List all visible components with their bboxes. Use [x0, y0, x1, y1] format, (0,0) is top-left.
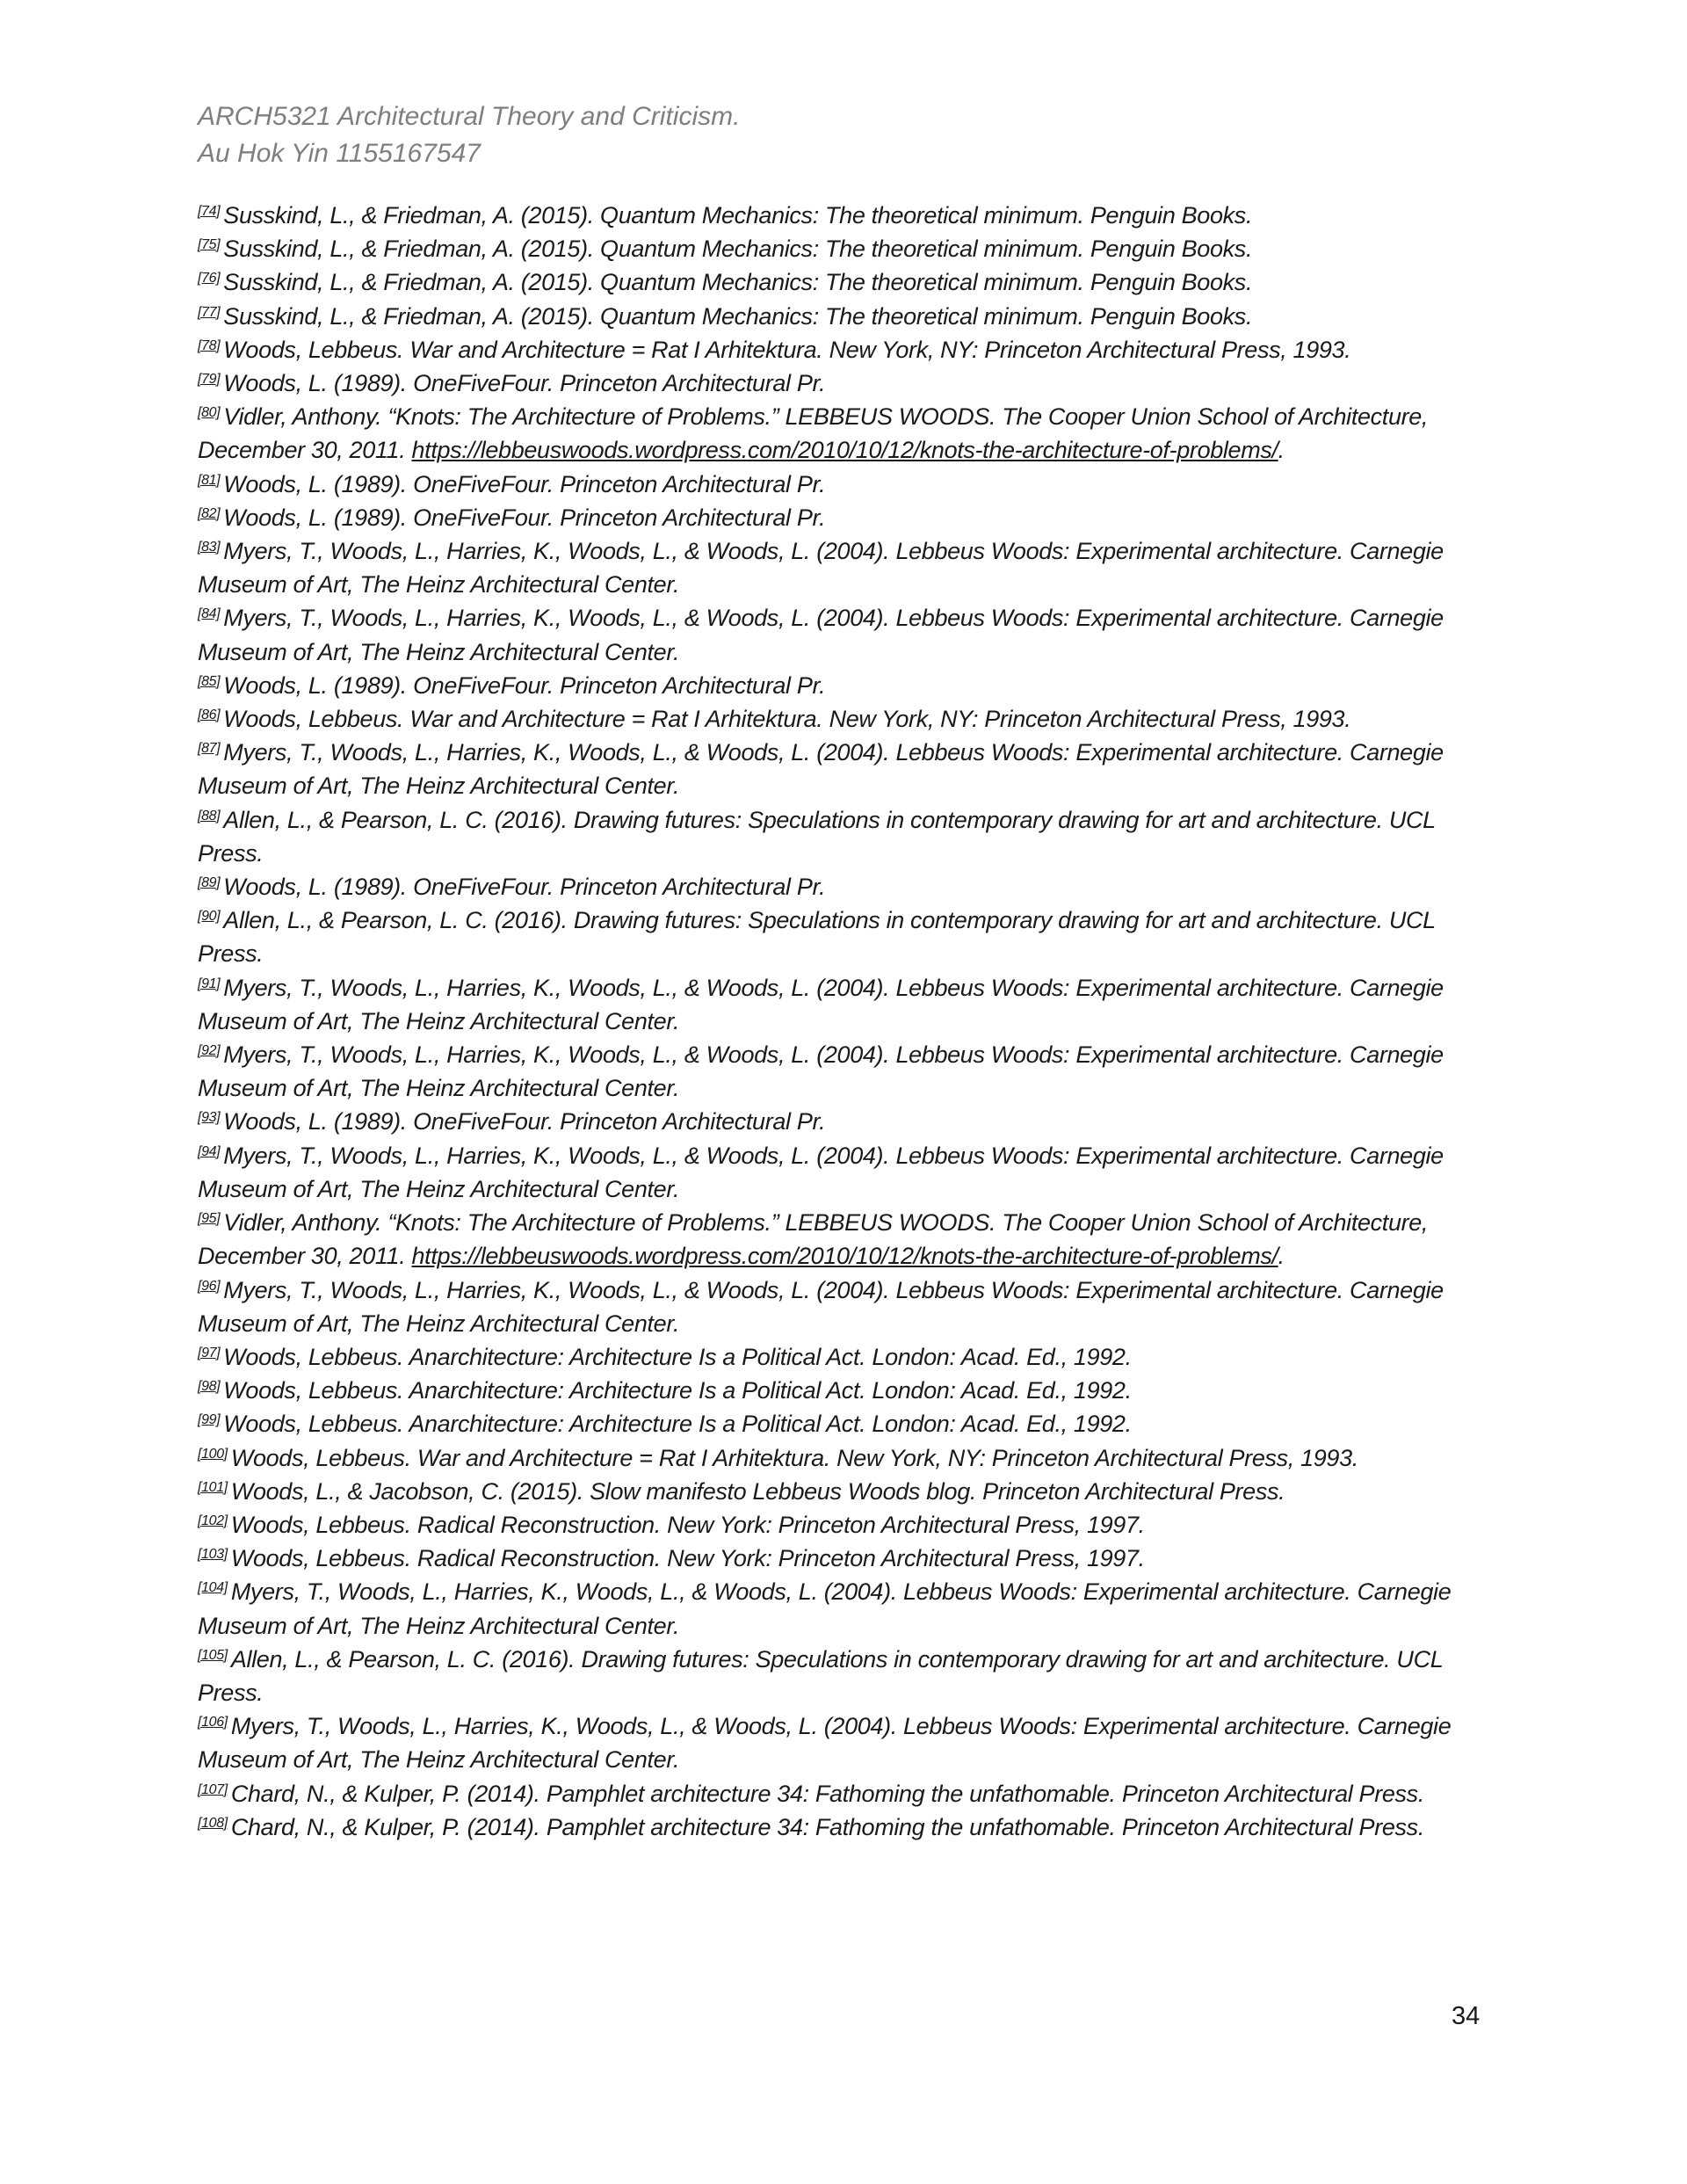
footnote-entry — [198, 333, 1489, 366]
footnote-entry — [198, 1206, 1489, 1273]
footnote-ref-link[interactable]: [99] — [198, 1412, 221, 1428]
footnote-text: Woods, Lebbeus. War and Architecture = Rat I Arhitektura. New York, NY: Princeton Architectural Press, 1993. — [223, 706, 1351, 733]
footnote-list — [198, 199, 1489, 1844]
course-title: ARCH5321 Architectural Theory and Criticism. — [198, 102, 741, 131]
footnote-entry — [198, 1139, 1489, 1206]
footnote-text: Woods, L. (1989). OneFiveFour. Princeton Architectural Pr. — [223, 671, 826, 699]
footnote-entry — [198, 1542, 1489, 1575]
footnote-entry — [198, 803, 1489, 870]
page-header — [198, 98, 740, 172]
footnote-entry — [198, 1575, 1489, 1642]
footnote-text: Woods, Lebbeus. War and Architecture = Rat I Arhitektura. New York, NY: Princeton Architectural Press, 1993. — [230, 1444, 1358, 1471]
footnote-entry — [198, 736, 1489, 802]
footnote-ref-link[interactable]: [93] — [198, 1110, 221, 1126]
footnote-ref-link[interactable]: [102] — [198, 1513, 228, 1528]
footnote-entry — [198, 601, 1489, 668]
footnote-trailing-punctuation: . — [1278, 437, 1285, 464]
footnote-ref-link[interactable]: [100] — [198, 1446, 228, 1462]
footnote-url-link[interactable]: https://lebbeuswoods.wordpress.com/2010/10/12/knots-the-architecture-of-problems/ — [411, 437, 1278, 464]
footnote-ref-link[interactable]: [83] — [198, 540, 221, 555]
footnote-text: Myers, T., Woods, L., Harries, K., Woods, L., & Woods, L. (2004). Lebbeus Woods: Experimental architecture. Carnegie Museum of Art, The Heinz Architectural Center. — [198, 1713, 1452, 1774]
footnote-entry — [198, 1105, 1489, 1138]
footnote-ref-link[interactable]: [94] — [198, 1143, 221, 1159]
footnote-text: Woods, Lebbeus. Radical Reconstruction. New York: Princeton Architectural Press, 1997. — [230, 1545, 1145, 1572]
footnote-ref-link[interactable]: [89] — [198, 875, 221, 891]
footnote-text: Myers, T., Woods, L., Harries, K., Woods, L., & Woods, L. (2004). Lebbeus Woods: Experimental architecture. Carnegie Museum of Art, The Heinz Architectural Center. — [198, 1276, 1444, 1337]
footnote-text: Myers, T., Woods, L., Harries, K., Woods, L., & Woods, L. (2004). Lebbeus Woods: Experimental architecture. Carnegie Museum of Art, The Heinz Architectural Center. — [198, 974, 1444, 1034]
footnote-entry — [198, 1340, 1489, 1374]
footnote-entry — [198, 1777, 1489, 1810]
footnote-ref-link[interactable]: [86] — [198, 707, 221, 723]
footnote-ref-link[interactable]: [87] — [198, 741, 221, 757]
footnote-text: Susskind, L., & Friedman, A. (2015). Quantum Mechanics: The theoretical minimum. Penguin Books. — [223, 302, 1253, 330]
footnote-entry — [198, 534, 1489, 601]
footnote-text: Woods, L., & Jacobson, C. (2015). Slow manifesto Lebbeus Woods blog. Princeton Architectural Press. — [230, 1477, 1285, 1505]
footnote-text: Myers, T., Woods, L., Harries, K., Woods, L., & Woods, L. (2004). Lebbeus Woods: Experimental architecture. Carnegie Museum of Art, The Heinz Architectural Center. — [198, 739, 1444, 800]
footnote-ref-link[interactable]: [88] — [198, 808, 221, 824]
footnote-text: Woods, L. (1989). OneFiveFour. Princeton Architectural Pr. — [223, 470, 826, 497]
footnote-entry — [198, 400, 1489, 467]
footnote-text: Woods, Lebbeus. Anarchitecture: Architecture Is a Political Act. London: Acad. Ed., 1992. — [223, 1377, 1132, 1404]
footnote-ref-link[interactable]: [79] — [198, 372, 221, 388]
footnote-ref-link[interactable]: [107] — [198, 1781, 228, 1797]
footnote-text: Woods, Lebbeus. Radical Reconstruction. New York: Princeton Architectural Press, 1997. — [230, 1511, 1145, 1538]
footnote-entry — [198, 366, 1489, 400]
footnote-text: Myers, T., Woods, L., Harries, K., Woods, L., & Woods, L. (2004). Lebbeus Woods: Experimental architecture. Carnegie Museum of Art, The Heinz Architectural Center. — [198, 1578, 1452, 1639]
footnote-entry — [198, 1475, 1489, 1508]
footnote-text: Susskind, L., & Friedman, A. (2015). Quantum Mechanics: The theoretical minimum. Penguin Books. — [223, 269, 1253, 296]
footnote-entry — [198, 1441, 1489, 1475]
footnote-text: Vidler, Anthony. “Knots: The Architecture of Problems.” LEBBEUS WOODS. The Cooper Union School of Architecture, December 30, 2011. — [198, 1209, 1429, 1270]
footnote-entry — [198, 1508, 1489, 1542]
footnote-entry — [198, 232, 1489, 265]
footnote-entry — [198, 501, 1489, 534]
footnote-ref-link[interactable]: [105] — [198, 1647, 228, 1663]
footnote-ref-link[interactable]: [75] — [198, 237, 221, 253]
footnote-entry — [198, 199, 1489, 232]
footnote-text: Myers, T., Woods, L., Harries, K., Woods, L., & Woods, L. (2004). Lebbeus Woods: Experimental architecture. Carnegie Museum of Art, The Heinz Architectural Center. — [198, 538, 1444, 599]
footnote-text: Chard, N., & Kulper, P. (2014). Pamphlet architecture 34: Fathoming the unfathomable. Princeton Architectural Press. — [230, 1813, 1424, 1840]
footnote-text: Woods, Lebbeus. Anarchitecture: Architecture Is a Political Act. London: Acad. Ed., 1992. — [223, 1343, 1132, 1370]
footnote-text: Susskind, L., & Friedman, A. (2015). Quantum Mechanics: The theoretical minimum. Penguin Books. — [223, 236, 1253, 263]
footnote-entry — [198, 1273, 1489, 1340]
footnote-entry — [198, 1709, 1489, 1776]
footnote-ref-link[interactable]: [103] — [198, 1547, 228, 1563]
author-line: Au Hok Yin 1155167547 — [198, 139, 481, 168]
footnote-ref-link[interactable]: [91] — [198, 976, 221, 991]
footnote-entry — [198, 971, 1489, 1038]
footnote-text: Woods, L. (1989). OneFiveFour. Princeton Architectural Pr. — [223, 1108, 826, 1136]
footnote-ref-link[interactable]: [84] — [198, 606, 221, 622]
footnote-text: Allen, L., & Pearson, L. C. (2016). Drawing futures: Speculations in contemporary drawing for art and architecture. UCL Press. — [198, 907, 1436, 968]
footnote-text: Allen, L., & Pearson, L. C. (2016). Drawing futures: Speculations in contemporary drawing for art and architecture. UCL Press. — [198, 806, 1436, 867]
footnote-entry — [198, 903, 1489, 970]
footnote-ref-link[interactable]: [82] — [198, 505, 221, 521]
footnote-text: Myers, T., Woods, L., Harries, K., Woods, L., & Woods, L. (2004). Lebbeus Woods: Experimental architecture. Carnegie Museum of Art, The Heinz Architectural Center. — [198, 1142, 1444, 1202]
footnote-ref-link[interactable]: [104] — [198, 1580, 228, 1596]
footnote-text: Woods, L. (1989). OneFiveFour. Princeton Architectural Pr. — [223, 874, 826, 901]
footnote-text: Allen, L., & Pearson, L. C. (2016). Drawing futures: Speculations in contemporary drawing for art and architecture. UCL Press. — [198, 1645, 1443, 1706]
footnote-ref-link[interactable]: [108] — [198, 1815, 228, 1831]
footnote-entry — [198, 1643, 1489, 1709]
footnote-entry — [198, 1407, 1489, 1440]
footnote-text: Myers, T., Woods, L., Harries, K., Woods, L., & Woods, L. (2004). Lebbeus Woods: Experimental architecture. Carnegie Museum of Art, The Heinz Architectural Center. — [198, 605, 1444, 665]
footnote-text: Woods, L. (1989). OneFiveFour. Princeton Architectural Pr. — [223, 370, 826, 397]
footnote-text: Chard, N., & Kulper, P. (2014). Pamphlet architecture 34: Fathoming the unfathomable. Princeton Architectural Press. — [230, 1780, 1424, 1807]
footnote-ref-link[interactable]: [106] — [198, 1715, 228, 1731]
footnote-entry — [198, 669, 1489, 702]
footnote-ref-link[interactable]: [92] — [198, 1043, 221, 1059]
footnote-ref-link[interactable]: [95] — [198, 1211, 221, 1227]
footnote-entry — [198, 1038, 1489, 1105]
footnote-ref-link[interactable]: [98] — [198, 1379, 221, 1395]
footnote-text: Vidler, Anthony. “Knots: The Architecture of Problems.” LEBBEUS WOODS. The Cooper Union School of Architecture, December 30, 2011. — [198, 403, 1429, 464]
footnote-ref-link[interactable]: [81] — [198, 472, 221, 488]
page-number: 34 — [1452, 2002, 1481, 2030]
footnote-ref-link[interactable]: [101] — [198, 1479, 228, 1495]
footnote-ref-link[interactable]: [78] — [198, 337, 221, 353]
footnote-text: Susskind, L., & Friedman, A. (2015). Quantum Mechanics: The theoretical minimum. Penguin Books. — [223, 202, 1253, 229]
footnote-entry — [198, 1374, 1489, 1407]
footnote-ref-link[interactable]: [85] — [198, 673, 221, 689]
footnote-trailing-punctuation: . — [1278, 1243, 1285, 1270]
footnote-ref-link[interactable]: [96] — [198, 1278, 221, 1294]
footnote-ref-link[interactable]: [76] — [198, 271, 221, 287]
footnote-entry — [198, 265, 1489, 299]
footnote-text: Woods, Lebbeus. Anarchitecture: Architecture Is a Political Act. London: Acad. Ed., 1992. — [223, 1411, 1132, 1438]
footnote-ref-link[interactable]: [74] — [198, 204, 221, 219]
footnote-text: Woods, L. (1989). OneFiveFour. Princeton Architectural Pr. — [223, 504, 826, 531]
footnote-ref-link[interactable]: [80] — [198, 405, 221, 421]
footnote-entry — [198, 468, 1489, 501]
footnote-ref-link[interactable]: [90] — [198, 909, 221, 925]
footnote-ref-link[interactable]: [77] — [198, 304, 221, 320]
footnote-ref-link[interactable]: [97] — [198, 1345, 221, 1360]
footnote-text: Woods, Lebbeus. War and Architecture = Rat I Arhitektura. New York, NY: Princeton Architectural Press, 1993. — [223, 336, 1351, 363]
footnote-entry — [198, 702, 1489, 736]
footnote-entry — [198, 300, 1489, 333]
footnote-entry — [198, 870, 1489, 903]
footnote-url-link[interactable]: https://lebbeuswoods.wordpress.com/2010/10/12/knots-the-architecture-of-problems/ — [411, 1243, 1278, 1270]
footnote-entry — [198, 1810, 1489, 1844]
footnote-text: Myers, T., Woods, L., Harries, K., Woods, L., & Woods, L. (2004). Lebbeus Woods: Experimental architecture. Carnegie Museum of Art, The Heinz Architectural Center. — [198, 1041, 1444, 1102]
